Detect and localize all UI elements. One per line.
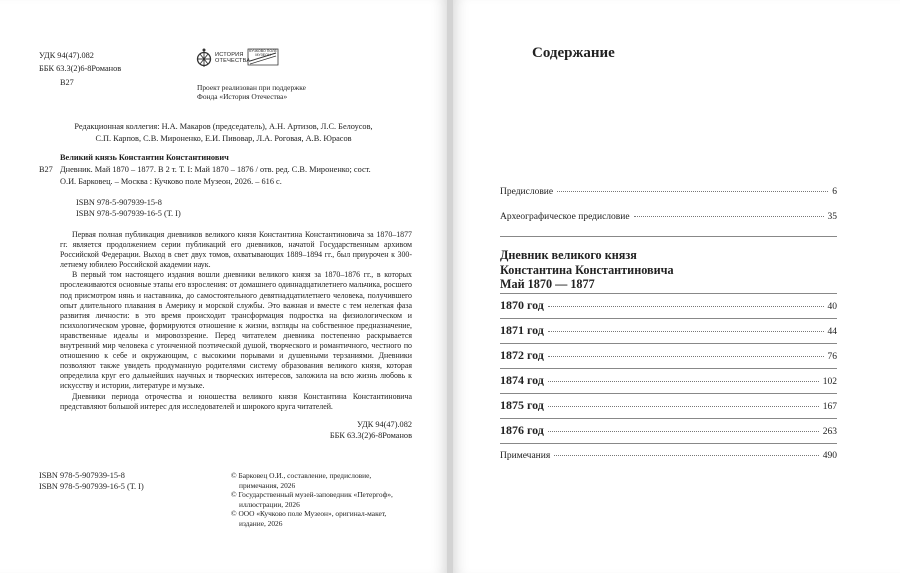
contents-heading: Содержание xyxy=(532,45,615,61)
author-mark-2: В27 xyxy=(39,165,53,174)
toc-entry-notes[interactable] xyxy=(500,451,837,461)
toc-year-page: 263 xyxy=(822,427,837,437)
toc-year-page: 76 xyxy=(827,352,837,362)
section-title-line2: Константина Константиновича xyxy=(500,262,674,277)
toc-preface-page: 6 xyxy=(832,187,837,197)
toc-year-page: 167 xyxy=(822,402,837,412)
annotation-paragraph-2: В первый том настоящего издания вошли дневники великого князя за 1870–1876 гг., в которых прослеживаются основные этапы его взросления: от домашнего одиннадцатилетнего мальчика, росшего под присмотром нянь и наставника, до самостоятельного девятнадцатилетнего человека, получившего опыт длительного плавания в Америку и морской службы. Это важная и вместе с тем нелегкая фаза развития личности: в это время происходит трансформация подростка на физиологическом и психологическом уровне, формируются отношение к жизни, взгляды на собственное предназначение, нравственные идеалы и мировоззрение. Перед читателем дневника постепенно раскрывается внутренний мир человека с утонченной поэтической душой, творческого и романтичного, честного по отношению к себе и окружающим, с высокими порывами и душевными терзаниями. Дневники позволяют также увидеть продуманную родителями систему образования великого князя, которая определила круг его дальнейших научных и творческих интересов, заложила на всю жизнь любовь к искусству и истории, литературе и музыке. xyxy=(60,270,412,391)
toc-year-1872[interactable] xyxy=(500,348,837,363)
toc-leader xyxy=(548,356,824,357)
section-rule xyxy=(500,393,837,394)
fund-emblem-icon xyxy=(196,47,212,69)
isbn-volume-bottom: ISBN 978-5-907939-16-5 (Т. I) xyxy=(39,482,144,491)
section-rule xyxy=(500,343,837,344)
toc-leader xyxy=(548,331,824,332)
copyright-1-line2: примечания, 2026 xyxy=(239,480,296,490)
toc-archaeographic-label: Археографическое предисловие xyxy=(500,212,630,222)
isbn-volume: ISBN 978-5-907939-16-5 (Т. I) xyxy=(76,209,181,218)
copyright-3-line1: © ООО «Кучково поле Музеон», оригинал-макет, xyxy=(231,509,387,519)
bbk-code: ББК 63.3(2)6-8Романов xyxy=(39,64,122,73)
toc-leader xyxy=(548,306,824,307)
section-rule-top xyxy=(500,236,837,237)
section-rule xyxy=(500,418,837,419)
toc-year-page: 40 xyxy=(827,302,837,312)
toc-leader xyxy=(548,381,819,382)
toc-notes-label: Примечания xyxy=(500,451,551,461)
isbn-set: ISBN 978-5-907939-15-8 xyxy=(76,198,162,207)
author-mark: В27 xyxy=(60,78,74,87)
section-rule xyxy=(500,318,837,319)
toc-year-label: 1871 год xyxy=(500,323,544,337)
toc-year-page: 102 xyxy=(822,377,837,387)
editorial-board-line1: Редакционная коллегия: Н.А. Макаров (председатель), А.Н. Артизов, Л.С. Белоусов, xyxy=(74,122,373,131)
section-rule xyxy=(500,443,837,444)
copyright-1 xyxy=(231,471,393,529)
annotation-paragraph-1: Первая полная публикация дневников великого князя Константина Константиновича за 1870–1877 гг. является продолжением серии публикаций его дневников, начатой Государственным архивом Российской Федерации. Выход в свет двух томов, охватывающих 1889–1894 гг., был приурочен к 300-летнему юбилею Российской академии наук. xyxy=(60,230,412,270)
section-title-line3: Май 1870 — 1877 xyxy=(500,277,595,292)
section-rule xyxy=(500,368,837,369)
bibliographic-desc-line1: Дневник. Май 1870 – 1877. В 2 т. Т. I: Май 1870 – 1876 / отв. ред. С.В. Мироненко; сост. xyxy=(60,165,371,174)
toc-year-1875[interactable] xyxy=(500,398,837,413)
copyright-2-line1: © Государственный музей-заповедник «Петергоф», xyxy=(231,490,393,500)
toc-leader xyxy=(548,406,819,407)
section-title-line1: Дневник великого князя xyxy=(500,248,637,262)
toc-notes-page: 490 xyxy=(822,451,837,461)
publisher-logo xyxy=(246,47,280,72)
toc-year-page: 44 xyxy=(827,327,837,337)
bibliographic-desc-line2: О.И. Барковец. – Москва : Кучково поле Музеон, 2026. – 616 с. xyxy=(60,177,282,186)
diary-section-title xyxy=(500,248,674,292)
toc-preface-label: Предисловие xyxy=(500,187,554,197)
toc-leader xyxy=(554,455,819,456)
bbk-code-2: ББК 63.3(2)6-8Романов xyxy=(329,431,412,440)
copyright-3-line2: издание, 2026 xyxy=(239,518,283,528)
annotation-paragraph-3: Дневники периода отрочества и юношества великого князя Константина Константиновича представляют большой интерес для исследователей и широкого круга читателей. xyxy=(60,391,412,411)
toc-year-1874[interactable] xyxy=(500,373,837,388)
project-note-line2: Фонда «История Отечества» xyxy=(197,92,288,101)
toc-year-label: 1874 год xyxy=(500,373,544,387)
toc-archaeographic-page: 35 xyxy=(827,212,837,222)
toc-leader xyxy=(634,216,824,217)
udk-code-2: УДК 94(47).082 xyxy=(357,420,412,429)
toc-year-label: 1870 год xyxy=(500,298,544,312)
toc-year-1871[interactable] xyxy=(500,323,837,338)
project-note-line1: Проект реализован при поддержке xyxy=(197,83,306,92)
toc-entry-preface[interactable] xyxy=(500,187,837,197)
toc-leader xyxy=(548,431,819,432)
toc-year-label: 1872 год xyxy=(500,348,544,362)
toc-leader xyxy=(557,191,828,192)
udk-code: УДК 94(47).082 xyxy=(39,51,94,60)
copyright-1-line1: © Барковец О.И., составление, предисловие, xyxy=(231,471,372,480)
copyright-2-line2: иллюстрации, 2026 xyxy=(239,499,300,509)
toc-year-1870[interactable] xyxy=(500,298,837,313)
book-title: Великий князь Константин Константинович xyxy=(60,153,229,162)
toc-year-1876[interactable] xyxy=(500,423,837,438)
toc-year-label: 1875 год xyxy=(500,398,544,412)
editorial-board-line2: С.П. Карпов, С.В. Мироненко, Е.И. Пивовар, Л.А. Роговая, А.В. Юрасов xyxy=(95,134,352,143)
toc-entry-archaeographic[interactable] xyxy=(500,212,837,222)
toc-year-label: 1876 год xyxy=(500,423,544,437)
left-page xyxy=(0,0,447,573)
publisher-logo-text: КУЧКОВО ПОЛЕ МУЗЕОН xyxy=(249,49,277,57)
isbn-set-bottom: ISBN 978-5-907939-15-8 xyxy=(39,471,125,480)
section-rule xyxy=(500,293,837,294)
fund-logo-text: ИСТОРИЯ ОТЕЧЕСТВА xyxy=(215,51,251,64)
annotation-text xyxy=(60,230,412,412)
